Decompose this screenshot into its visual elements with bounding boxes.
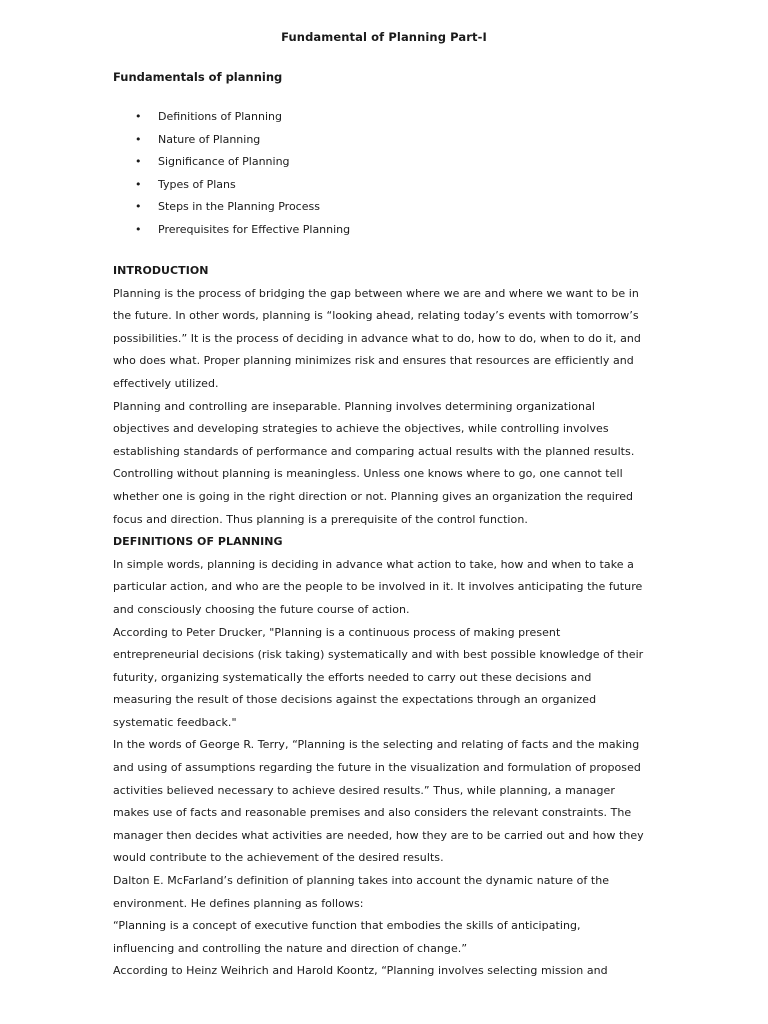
- paragraph-line: Planning and controlling are inseparable. Planning involves determining organizational: [113, 399, 595, 413]
- paragraph-line: particular action, and who are the people to be involved in it. It involves anticipating the future: [113, 580, 643, 594]
- paragraph-line: entrepreneurial decisions (risk taking) systematically and with best possible knowledge of their: [113, 648, 644, 662]
- topic-list-item: [130, 174, 350, 197]
- paragraph-line: possibilities.” It is the process of deciding in advance what to do, how to do, when to do it, and: [113, 331, 641, 345]
- paragraph-line: who does what. Proper planning minimizes risk and ensures that resources are efficiently and: [113, 354, 634, 368]
- paragraph-line: and consciously choosing the future course of action.: [113, 602, 410, 616]
- bullet-icon: •: [135, 155, 142, 169]
- paragraph-line: focus and direction. Thus planning is a prerequisite of the control function.: [113, 512, 528, 526]
- paragraph-line: In simple words, planning is deciding in advance what action to take, how and when to take a: [113, 557, 634, 571]
- section-heading: INTRODUCTION: [113, 264, 209, 277]
- paragraph-line: In the words of George R. Terry, “Planning is the selecting and relating of facts and the making: [113, 738, 640, 752]
- document-body: [113, 260, 658, 983]
- paragraph-line: According to Peter Drucker, "Planning is a continuous process of making present: [113, 625, 561, 639]
- paragraph-line: would contribute to the achievement of the desired results.: [113, 851, 444, 865]
- topic-list-item: [130, 106, 350, 129]
- paragraph-line: “Planning is a concept of executive function that embodies the skills of anticipating,: [113, 919, 581, 933]
- bullet-icon: •: [135, 132, 142, 146]
- bullet-icon: •: [135, 110, 142, 123]
- paragraph-line: makes use of facts and reasonable premises and also considers the relevant constraints. The: [113, 806, 632, 820]
- paragraph-line: Planning is the process of bridging the gap between where we are and where we want to be in: [113, 286, 639, 300]
- topic-label: Nature of Planning: [158, 132, 261, 146]
- topic-label: Significance of Planning: [158, 155, 290, 169]
- document-title: Fundamental of Planning Part-I: [281, 30, 487, 44]
- section-heading: DEFINITIONS OF PLANNING: [113, 535, 283, 549]
- section-subtitle: Fundamentals of planning: [113, 70, 283, 84]
- bullet-icon: •: [135, 200, 142, 214]
- paragraph-line: objectives and developing strategies to achieve the objectives, while controlling involves: [113, 422, 609, 436]
- paragraph-line: effectively utilized.: [113, 376, 219, 390]
- bullet-icon: •: [135, 177, 142, 191]
- paragraph-line: Controlling without planning is meaningless. Unless one knows where to go, one cannot tell: [113, 467, 623, 481]
- paragraph-line: activities believed necessary to achieve desired results.” Thus, while planning, a manager: [113, 783, 615, 797]
- topic-label: Prerequisites for Effective Planning: [158, 222, 351, 236]
- topic-list-item: [130, 151, 350, 174]
- paragraph-line: and using of assumptions regarding the future in the visualization and formulation of proposed: [113, 761, 641, 775]
- topic-label: Types of Plans: [158, 177, 236, 191]
- paragraph-line: systematic feedback.": [113, 715, 237, 729]
- paragraph-line: futurity, organizing systematically the efforts needed to carry out these decisions and: [113, 670, 592, 684]
- paragraph-line: environment. He defines planning as follows:: [113, 896, 364, 910]
- paragraph-line: According to Heinz Weihrich and Harold Koontz, “Planning involves selecting mission and: [113, 964, 608, 978]
- topic-list-item: [130, 129, 350, 152]
- paragraph-line: the future. In other words, planning is “looking ahead, relating today’s events with tomorrow’s: [113, 309, 639, 323]
- paragraph-line: manager then decides what activities are needed, how they are to be carried out and how they: [113, 828, 644, 842]
- topic-label: Steps in the Planning Process: [158, 200, 320, 214]
- paragraph-line: Dalton E. McFarland’s definition of planning takes into account the dynamic nature of the: [113, 874, 610, 888]
- topics-list: [130, 106, 350, 242]
- topic-list-item: [130, 219, 350, 242]
- paragraph-line: whether one is going in the right direction or not. Planning gives an organization the required: [113, 489, 634, 503]
- topic-list-item: [130, 196, 350, 219]
- paragraph-line: establishing standards of performance and comparing actual results with the planned results.: [113, 444, 635, 458]
- bullet-icon: •: [135, 222, 142, 236]
- paragraph-line: measuring the result of those decisions against the expectations through an organized: [113, 693, 597, 707]
- topic-label: Definitions of Planning: [158, 110, 282, 123]
- paragraph-line: influencing and controlling the nature and direction of change.”: [113, 941, 468, 955]
